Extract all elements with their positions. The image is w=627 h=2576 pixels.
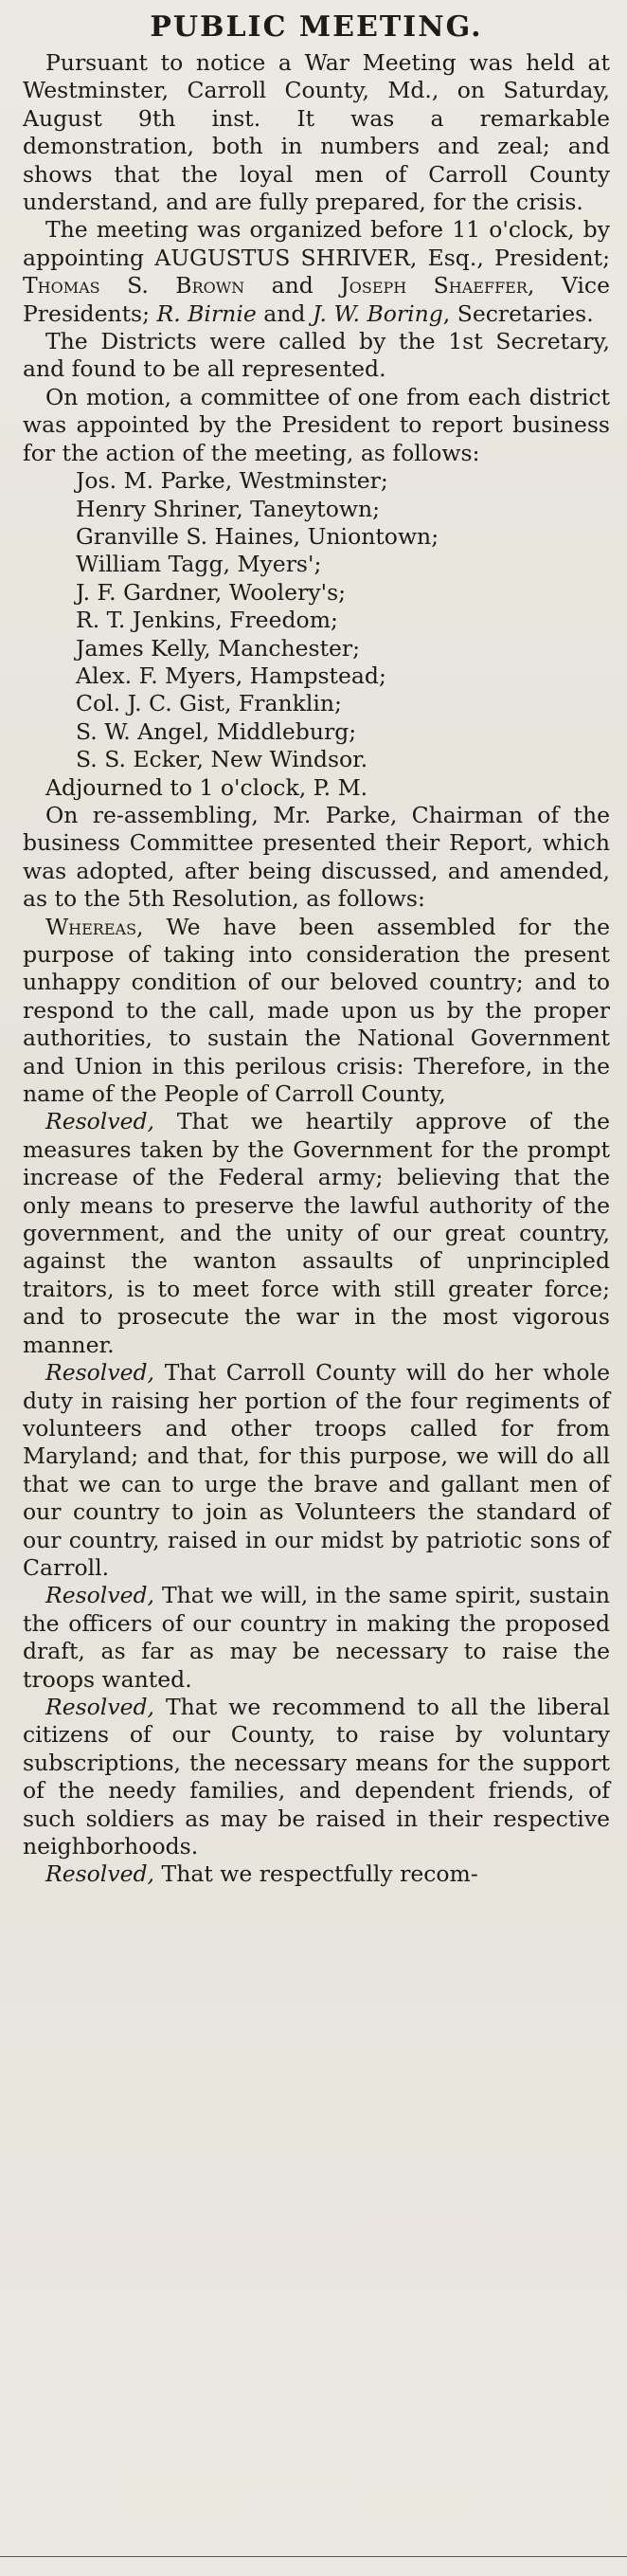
whereas-lead: Whereas, [45, 913, 144, 940]
resolution [23, 1694, 610, 1860]
secretary-name: R. Birnie [156, 299, 257, 327]
text: That Carroll County will do her whole duty in raising her portion of the four regiments of volunteers and other troops called for from Maryland; and that, for this purpose, we will do all that we can to urge the brave and gallant men of our country to join as Volunteers the standard of our country, raised in our midst by patriotic sons of Carroll. [23, 1359, 610, 1581]
paragraph-organization [23, 216, 610, 328]
resolved-word: Resolved, [45, 1108, 155, 1135]
secretary-name: J. W. Boring [312, 299, 443, 327]
paragraph-adjourned: Adjourned to 1 o'clock, P. M. [45, 773, 368, 801]
list-item: S. W. Angel, Middleburg; [76, 717, 357, 745]
text: That we recommend to all the liberal citizens of our County, to raise by voluntary subscriptions, the necessary means for the support of the needy families, and dependent friends, of such soldiers as may be raised in their respective neighborhoods. [23, 1693, 610, 1859]
paragraph-notice: Pursuant to notice a War Meeting was held at Westminster, Carroll County, Md., on Saturday, August 9th inst. It was a remarkable demonstration, both in numbers and zeal; and shows that the loyal men of Carroll County understand, and are fully prepared, for the crisis. [23, 49, 610, 216]
president-name: AUGUSTUS SHRIVER [154, 244, 410, 271]
list-item: Jos. M. Parke, Westminster; [76, 467, 388, 495]
text: and [263, 299, 306, 327]
resolution [23, 1108, 610, 1359]
list-item: Granville S. Haines, Uniontown; [76, 522, 439, 550]
vice-president-name: Thomas S. Brown [23, 272, 245, 299]
list-item: James Kelly, Manchester; [76, 634, 361, 662]
list-item: Col. J. C. Gist, Franklin; [76, 690, 342, 717]
resolution [23, 1860, 610, 1888]
list-item: J. F. Gardner, Woolery's; [76, 578, 347, 606]
resolution [23, 1582, 610, 1694]
paragraph-whereas [23, 914, 610, 1109]
text: That we respectfully recom- [161, 1860, 478, 1888]
paragraph-districts: The Districts were called by the 1st Secretary, and found to be all represented. [23, 328, 610, 383]
text: That we will, in the same spirit, sustain the officers of our country in making the proposed draft, as far as may be necessary to raise the troops wanted. [23, 1582, 610, 1693]
resolved-word: Resolved, [45, 1359, 155, 1387]
vice-president-name: Joseph Shaeffer [340, 272, 528, 299]
resolved-word: Resolved, [45, 1693, 155, 1720]
text: , Secretaries. [442, 299, 594, 327]
article-title: PUBLIC MEETING. [150, 10, 483, 44]
resolution [23, 1359, 610, 1582]
list-item: R. T. Jenkins, Freedom; [76, 607, 338, 634]
list-item: William Tagg, Myers'; [76, 551, 322, 578]
paragraph-reassembling: On re-assembling, Mr. Parke, Chairman of the business Committee presented their Report, which was adopted, after being discussed, and amended, as to the 5th Resolution, as follows: [23, 801, 610, 913]
list-item: S. S. Ecker, New Windsor. [76, 746, 368, 773]
resolved-word: Resolved, [45, 1860, 155, 1888]
list-item: Alex. F. Myers, Hampstead; [76, 662, 386, 689]
paragraph-committee-motion: On motion, a committee of one from each district was appointed by the President to report business for the action of the meeting, as follows: [23, 383, 610, 466]
text: , Vice Presidents; [23, 272, 610, 327]
list-item: Henry Shriner, Taneytown; [76, 495, 381, 522]
text: That we heartily approve of the measures taken by the Government for the prompt increase of the Federal army; believing that the only means to preserve the lawful authority of the government, and the unity of our great country, against the wanton assaults of unprincipled traitors, is to meet force with still greater force; and to prosecute the war in the most vigorous manner. [23, 1108, 610, 1358]
resolved-word: Resolved, [45, 1582, 155, 1609]
clipping-edge-rule [0, 2556, 627, 2557]
text: We have been assembled for the purpose of taking into consideration the present unhappy condition of our beloved country; and to respond to the call, made upon us by the proper authorities, to sustain the National Government and Union in this perilous crisis: Therefore, in the name of the People of Carroll County, [23, 913, 610, 1108]
text: , Esq., President; [409, 244, 610, 271]
text: The meeting was organized before 11 o'clock, by appointing [23, 216, 610, 271]
text: and [271, 272, 314, 299]
committee-list [23, 467, 610, 773]
